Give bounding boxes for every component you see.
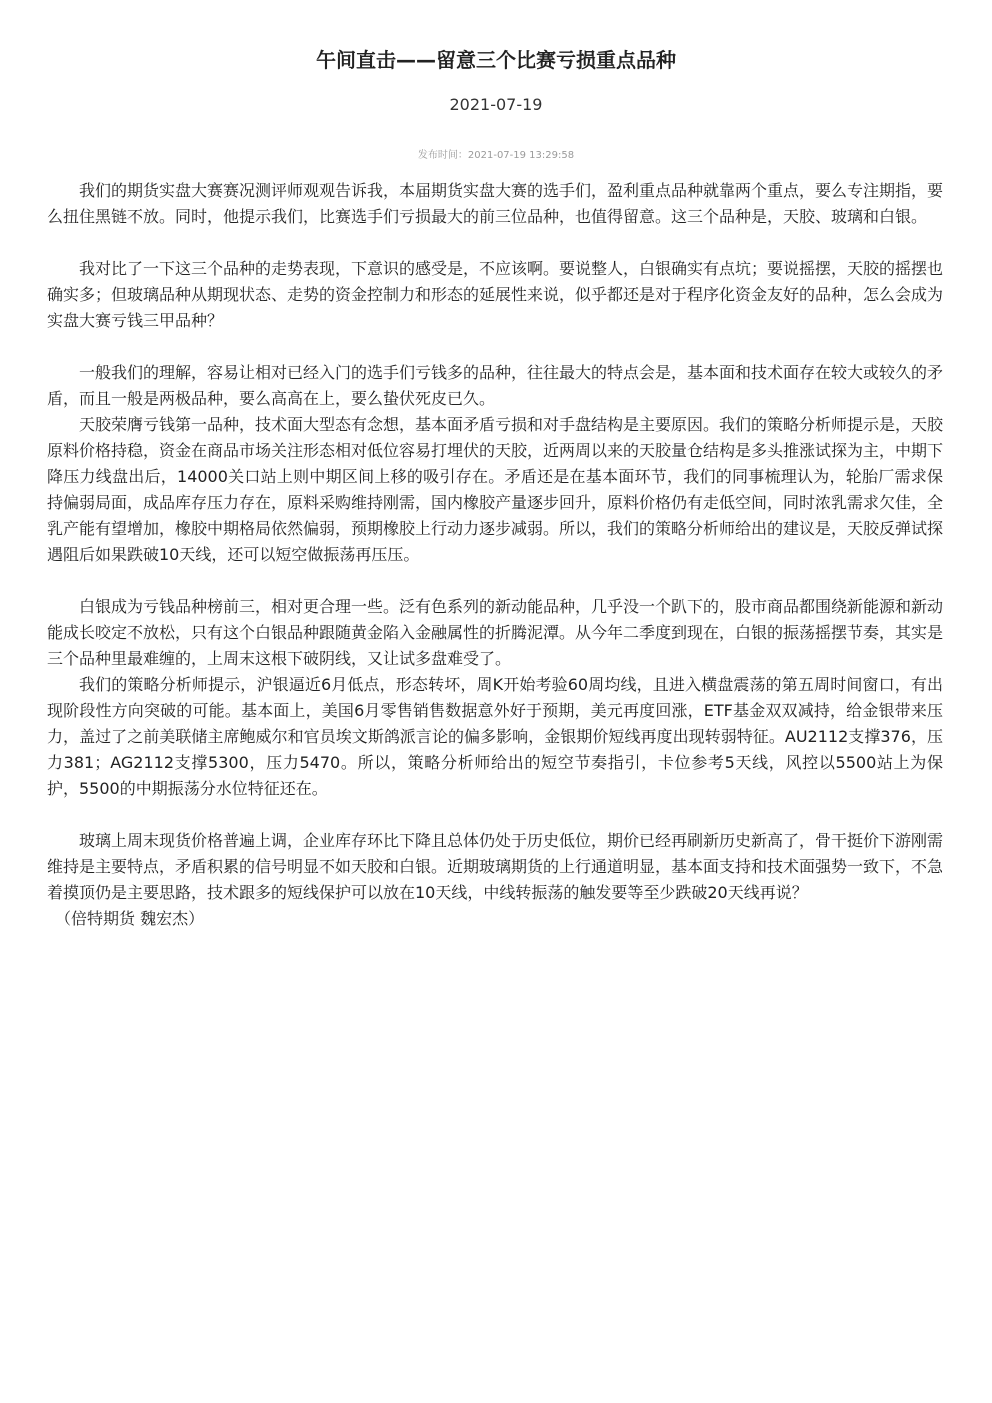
- paragraph-intro: 我们的期货实盘大赛赛况测评师观观告诉我，本届期货实盘大赛的选手们，盈利重点品种就靠两个重点，要么专注期指，要么扭住黑链不放。同时，他提示我们，比赛选手们亏损最大的前三位品种，也值得留意。这三个品种是，天胶、玻璃和白银。: [47, 181, 944, 226]
- author-signature: （倍特期货 魏宏杰）: [55, 909, 205, 928]
- paragraph-rubber: 天胶荣膺亏钱第一品种，技术面大型态有念想，基本面矛盾亏损和对手盘结构是主要原因。我们的策略分析师提示是，天胶原料价格持稳，资金在商品市场关注形态相对低位容易打埋伏的天胶，近两周以来的天胶量仓结构是多头推涨试探为主，中期下降压力线盘出后，14000关口站上则中期区间上移的吸引存在。矛盾还是在基本面环节，我们的同事梳理认为，轮胎厂需求保持偏弱局面，成品库存压力存在，原料采购维持刚需，国内橡胶产量逐步回升，原料价格仍有走低空间，同时浓乳需求欠佳，全乳产能有望增加，橡胶中期格局依然偏弱，预期橡胶上行动力逐步减弱。所以，我们的策略分析师给出的建议是，天胶反弹试探遇阻后如果跌破10天线，还可以短空做振荡再压压。: [47, 415, 944, 564]
- article-date: 2021-07-19: [449, 95, 543, 114]
- paragraph-comparison: 我对比了一下这三个品种的走势表现，下意识的感受是，不应该啊。要说整人，白银确实有点坑；要说摇摆，天胶的摇摆也确实多；但玻璃品种从期现状态、走势的资金控制力和形态的延展性来说，似乎都还是对于程序化资金友好的品种，怎么会成为实盘大赛亏钱三甲品种？: [47, 259, 944, 330]
- paragraph-silver: 白银成为亏钱品种榜前三，相对更合理一些。泛有色系列的新动能品种，几乎没一个趴下的，股市商品都围绕新能源和新动能成长咬定不放松，只有这个白银品种跟随黄金陷入金融属性的折腾泥潭。从今年二季度到现在，白银的振荡摇摆节奏，其实是三个品种里最难缠的，上周末这根下破阴线，又让试多盘难受了。: [47, 597, 944, 668]
- article-body: [47, 178, 943, 932]
- paragraph-glass: 玻璃上周末现货价格普遍上调，企业库存环比下降且总体仍处于历史低位，期价已经再刷新历史新高了，骨干挺价下游刚需维持是主要特点，矛盾积累的信号明显不如天胶和白银。近期玻璃期货的上行通道明显，基本面支持和技术面强势一致下，不急着摸顶仍是主要思路，技术跟多的短线保护可以放在10天线，中线转振荡的触发要等至少跌破20天线再说？: [47, 831, 944, 902]
- article-title: 午间直击——留意三个比赛亏损重点品种: [316, 48, 676, 72]
- paragraph-silver-strategy: 我们的策略分析师提示，沪银逼近6月低点，形态转坏，周K开始考验60周均线，且进入横盘震荡的第五周时间窗口，有出现阶段性方向突破的可能。基本面上，美国6月零售销售数据意外好于预期，美元再度回涨，ETF基金双双减持，给金银带来压力，盖过了之前美联储主席鲍威尔和官员埃文斯鸽派言论的偏多影响，金银期价短线再度出现转弱特征。AU2112支撑376，压力381；AG2112支撑5300，压力5470。所以，策略分析师给出的短空节奏指引，卡位参考5天线，风控以5500站上为保护，5500的中期振荡分水位特征还在。: [47, 675, 943, 798]
- publish-time: 发布时间：2021-07-19 13:29:58: [417, 150, 575, 161]
- paragraph-general-understanding: 一般我们的理解，容易让相对已经入门的选手们亏钱多的品种，往往最大的特点会是，基本面和技术面存在较大或较久的矛盾，而且一般是两极品种，要么高高在上，要么蛰伏死皮已久。: [47, 363, 944, 408]
